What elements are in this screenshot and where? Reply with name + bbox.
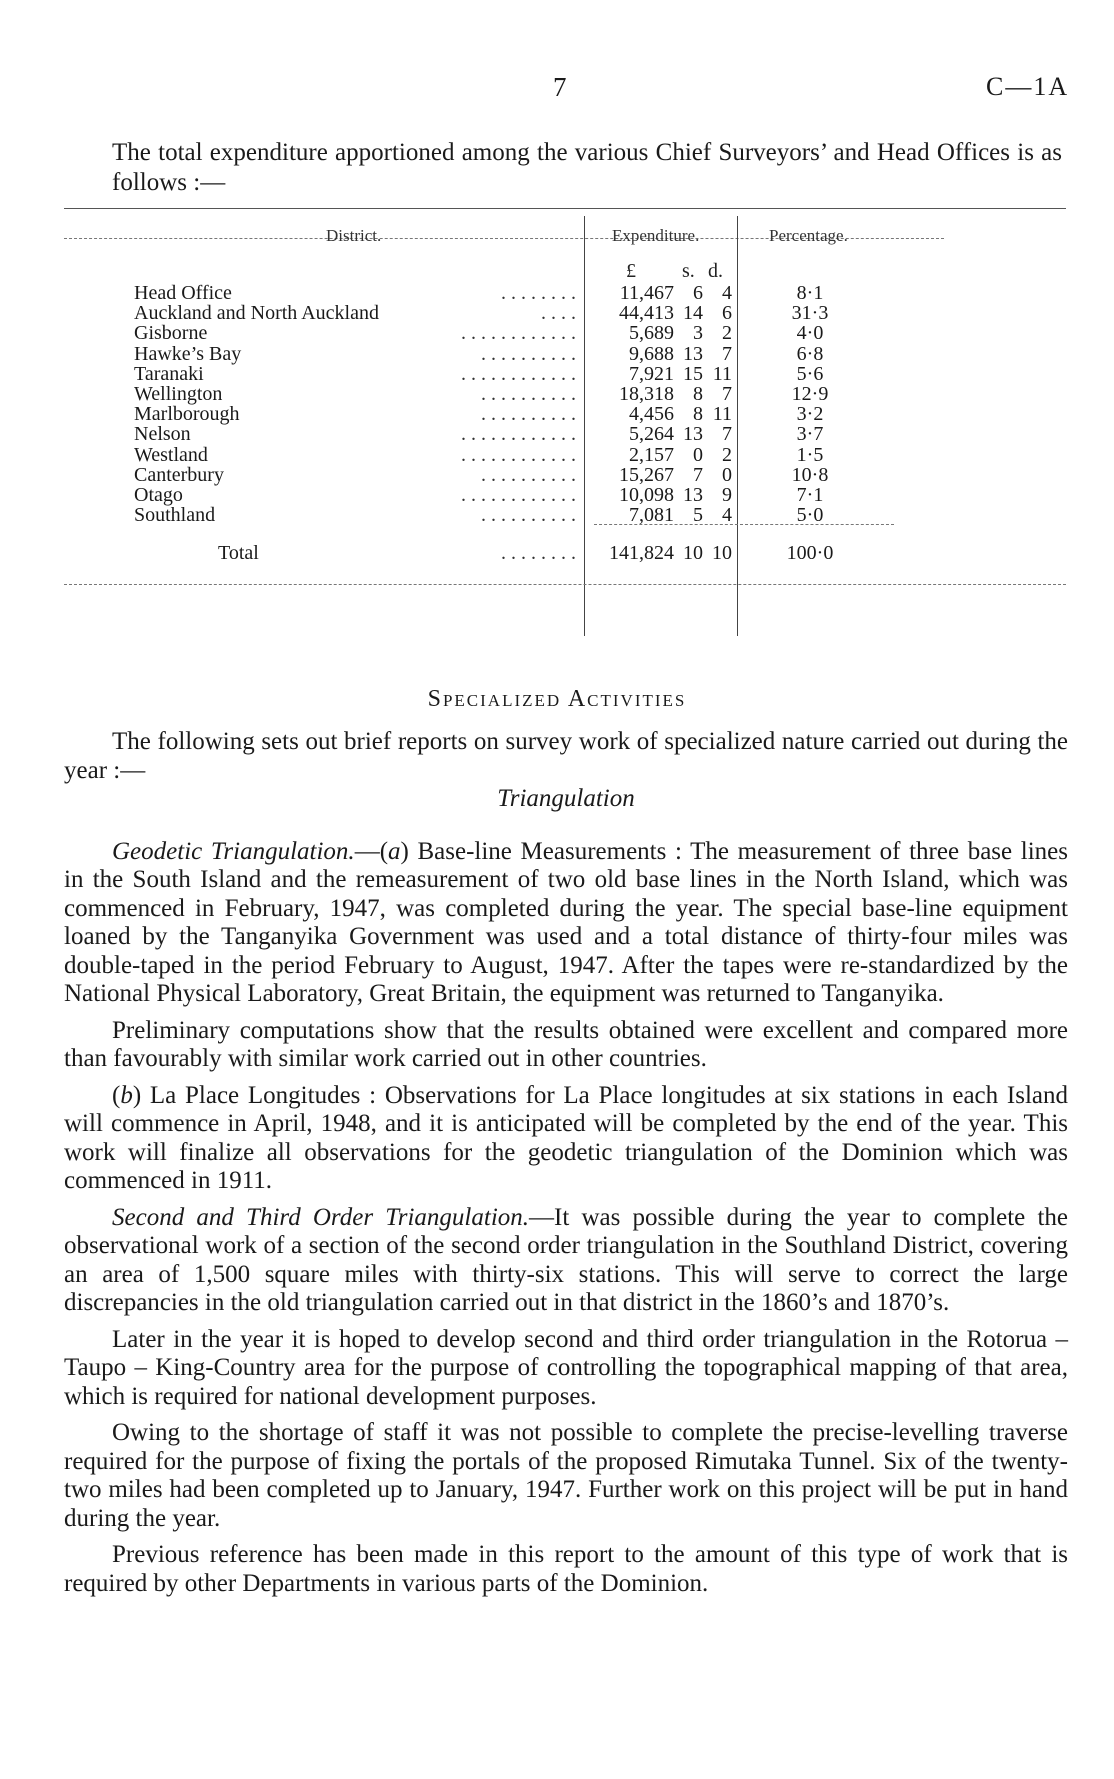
shillings-cell: 15: [683, 362, 703, 385]
district-cell: Hawke’s Bay: [134, 342, 242, 365]
pence-cell: 2: [722, 443, 732, 466]
district-cell: Wellington: [134, 383, 223, 405]
total-dots: . . . . . . . .: [501, 542, 576, 564]
leader-dots: . . . . . . . . . .: [481, 342, 576, 365]
percentage-cell: 5·0: [796, 504, 824, 527]
district-cell: Westland: [134, 443, 208, 466]
percentage-cell: 12·9: [791, 383, 829, 405]
table-row: [64, 484, 1066, 506]
pounds-cell: 5,689: [629, 322, 674, 345]
triangulation-subheading: Triangulation: [497, 785, 635, 812]
pence-cell: 4: [722, 282, 732, 304]
district-cell: Southland: [134, 504, 216, 527]
levelling-paragraph: Owing to the shortage of staff it was not possible to complete the precise-levelling traverse required for the purpose of fixing the portals of the proposed Rimutaka Tunnel. Six of the twenty-two miles had been completed up to January, 1947. Further work on this project will be put in hand during the year.: [64, 1419, 1068, 1532]
laplace-text: ) La Place Longitudes : Observations for La Place longitudes at six stations in each Island will commence in April, 1948, and it is anticipated will be completed by the end of the year. This work will finalize all observations for the geodetic triangulation of the Dominion which was commenced in 1911.: [64, 1081, 1068, 1194]
section-title: Specialized Activities: [427, 686, 687, 712]
shillings-cell: 13: [683, 484, 703, 506]
second-third-text: —It was possible during the year to complete the observational work of a section of the second order triangulation in the Southland District, covering an area of 1,500 square miles with thirty-six stations. This will serve to correct the large discrepancies in the old triangulation carried out in that district in the 1860’s and 1870’s.: [64, 1203, 1068, 1316]
shillings-cell: 0: [693, 443, 703, 466]
percentage-cell: 31·3: [791, 302, 829, 325]
pence-cell: 11: [712, 403, 732, 426]
district-cell: Head Office: [134, 282, 232, 304]
leader-dots: . . . . . . . . . .: [481, 504, 576, 527]
pence-cell: 4: [722, 504, 732, 527]
shillings-cell: 8: [693, 403, 703, 426]
second-third-heading: Second and Third Order Triangulation.: [112, 1203, 530, 1231]
total-label: Total: [218, 542, 259, 564]
total-rule: [594, 524, 894, 525]
pence-cell: 2: [722, 322, 732, 345]
pence-cell: 7: [722, 383, 732, 405]
percentage-cell: 4·0: [796, 322, 824, 345]
percentage-cell: 5·6: [796, 362, 824, 385]
leader-dots: . . . . . . . . . .: [481, 403, 576, 426]
leader-dots: . . . . . . . . . .: [481, 383, 576, 405]
district-cell: Otago: [134, 484, 183, 506]
pounds-cell: 9,688: [629, 342, 674, 365]
header-district: District.: [326, 226, 382, 245]
leader-dots: . . . . . . . . . . . .: [461, 362, 576, 385]
page-code: C—1A: [986, 72, 1070, 101]
leader-dots: . . . . . . . . . . . .: [461, 322, 576, 345]
table-row: [64, 504, 1066, 526]
table-row: [64, 423, 1066, 445]
table-row: [64, 464, 1066, 486]
pence-cell: 0: [722, 463, 732, 486]
pounds-cell: 4,456: [629, 403, 674, 426]
percentage-cell: 1·5: [796, 443, 824, 466]
intro-paragraph: The total expenditure apportioned among the various Chief Surveyors’ and Head Offices is as follows :—: [112, 139, 1062, 196]
shillings-cell: 6: [693, 282, 703, 304]
table-row: [64, 302, 1066, 324]
table-row: [64, 343, 1066, 365]
percentage-cell: 8·1: [796, 282, 824, 304]
percentage-cell: 3·2: [796, 403, 824, 426]
percentage-cell: 10·8: [791, 463, 829, 486]
percentage-cell: 3·7: [796, 423, 824, 446]
table-row: [64, 383, 1066, 405]
geodetic-dash: —(: [354, 837, 389, 865]
table-row: [64, 444, 1066, 466]
table-top-rule: [64, 208, 1066, 209]
shillings-cell: 14: [683, 302, 703, 325]
laplace-paragraph: [64, 1082, 1068, 1196]
district-cell: Marlborough: [134, 403, 240, 426]
total-shillings: 10: [683, 542, 703, 564]
pounds-cell: 5,264: [629, 423, 674, 446]
district-cell: Taranaki: [134, 362, 204, 385]
shillings-cell: 13: [683, 342, 703, 365]
district-cell: Gisborne: [134, 322, 208, 345]
lead-paragraph: The following sets out brief reports on survey work of specialized nature carried out during the year :—: [64, 728, 1068, 784]
total-percentage: 100·0: [786, 542, 834, 564]
district-cell: Canterbury: [134, 463, 224, 486]
leader-dots: . . . .: [541, 302, 576, 325]
leader-dots: . . . . . . . . . . . .: [461, 443, 576, 466]
total-pence: 10: [712, 542, 732, 564]
district-cell: Nelson: [134, 423, 191, 446]
table-bottom-rule: [64, 584, 1066, 585]
percentage-cell: 6·8: [796, 342, 824, 365]
total-row: [64, 542, 1066, 564]
page-number: 7: [553, 72, 567, 102]
shillings-cell: 8: [693, 383, 703, 405]
pounds-cell: 15,267: [619, 463, 674, 486]
units-row: [64, 260, 1066, 282]
table-row: [64, 322, 1066, 344]
district-cell: Auckland and North Auckland: [134, 302, 379, 325]
leader-dots: . . . . . . . .: [501, 282, 576, 304]
unit-pence: d.: [708, 260, 723, 282]
shillings-cell: 7: [693, 463, 703, 486]
total-pounds: 141,824: [609, 542, 674, 564]
pounds-cell: 10,098: [619, 484, 674, 506]
pounds-cell: 7,081: [629, 504, 674, 527]
body-text: [64, 728, 1068, 1598]
leader-dots: . . . . . . . . . . . .: [461, 423, 576, 446]
geodetic-letter: a: [388, 837, 401, 865]
pence-cell: 7: [722, 342, 732, 365]
header-expenditure: Expenditure.: [612, 226, 700, 245]
second-third-paragraph: [64, 1204, 1068, 1318]
pounds-cell: 18,318: [619, 383, 674, 405]
pence-cell: 9: [722, 484, 732, 506]
pounds-cell: 44,413: [619, 302, 674, 325]
later-paragraph: Later in the year it is hoped to develop second and third order triangulation in the Rotorua – Taupo – King-Country area for the purpose of controlling the topographical mapping of that area, which is required for national development purposes.: [64, 1325, 1068, 1410]
expenditure-table: [64, 208, 1066, 656]
pence-cell: 6: [722, 302, 732, 325]
geodetic-text: ) Base-line Measurements : The measurement of three base lines in the South Island and the remeasurement of two old base lines in the North Island, which was commenced in February, 1947, was completed during the year. The special base-line equipment loaned by the Tanganyika Government was used and a total distance of thirty-four miles was double-taped in the period February to August, 1947. After the tapes were re-standardized by the National Physical Laboratory, Great Britain, the equipment was returned to Tanganyika.: [64, 837, 1068, 1007]
pounds-cell: 11,467: [619, 282, 674, 304]
geodetic-paragraph: [64, 838, 1068, 1009]
shillings-cell: 3: [693, 322, 703, 345]
shillings-cell: 5: [693, 504, 703, 527]
laplace-open: (: [112, 1081, 121, 1109]
percentage-cell: 7·1: [796, 484, 824, 506]
header-percentage: Percentage.: [769, 226, 848, 245]
table-row: [64, 282, 1066, 304]
pence-cell: 11: [712, 362, 732, 385]
pence-cell: 7: [722, 423, 732, 446]
pounds-cell: 2,157: [629, 443, 674, 466]
table-row: [64, 363, 1066, 385]
leader-dots: . . . . . . . . . . . .: [461, 484, 576, 506]
geodetic-heading: Geodetic Triangulation.: [112, 837, 355, 865]
preliminary-paragraph: Preliminary computations show that the results obtained were excellent and compared more than favourably with similar work carried out in other countries.: [64, 1016, 1068, 1072]
unit-shillings: s.: [682, 260, 695, 282]
table-row: [64, 403, 1066, 425]
leader-dots: . . . . . . . . . .: [481, 463, 576, 486]
laplace-letter: b: [120, 1081, 133, 1109]
shillings-cell: 13: [683, 423, 703, 446]
pounds-cell: 7,921: [629, 362, 674, 385]
previous-reference-paragraph: Previous reference has been made in this report to the amount of this type of work that is required by other Departments in various parts of the Dominion.: [64, 1541, 1068, 1597]
unit-pounds: £: [626, 260, 636, 282]
